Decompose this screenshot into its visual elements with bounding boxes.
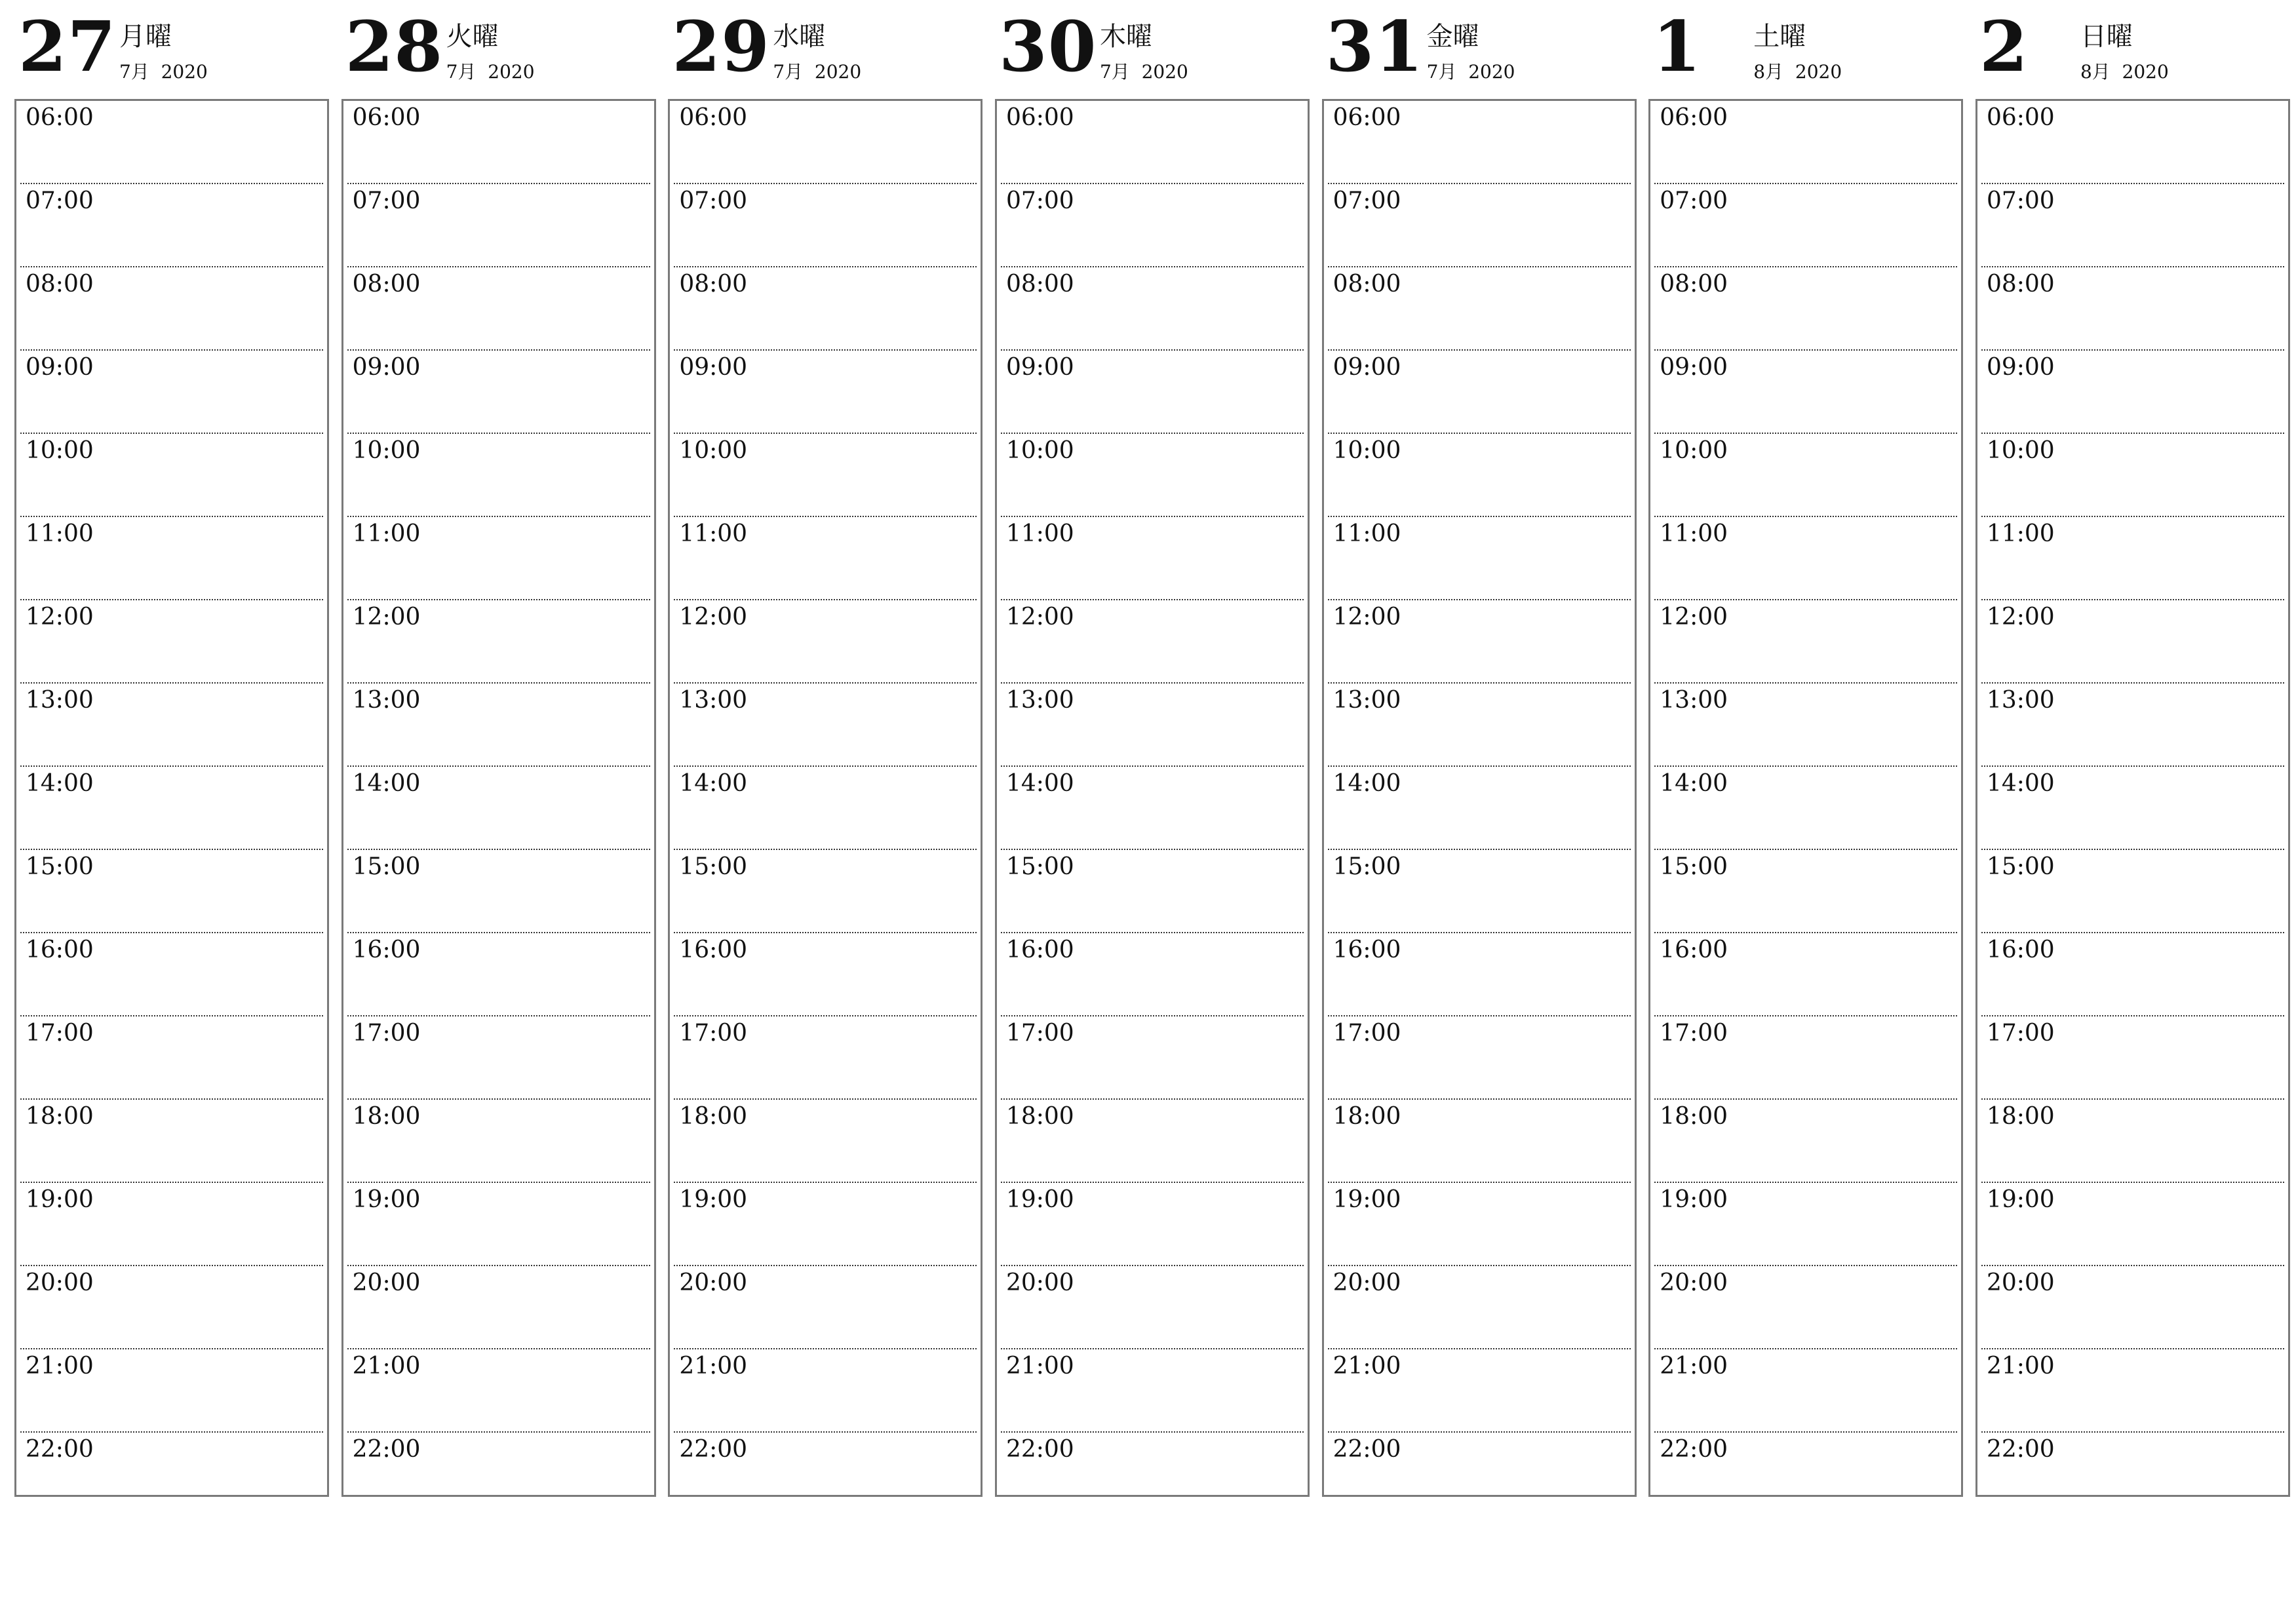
time-slot[interactable] [1654, 850, 1957, 933]
time-slot-label: 15:00 [1333, 853, 1401, 880]
time-slot-label: 12:00 [1986, 604, 2055, 630]
time-slot-label: 06:00 [26, 104, 94, 131]
time-slot[interactable] [1328, 1349, 1631, 1433]
time-slot[interactable] [1001, 933, 1304, 1016]
time-slot[interactable] [674, 850, 977, 933]
time-slot[interactable] [1328, 1016, 1631, 1100]
time-slot-label: 21:00 [1660, 1353, 1728, 1380]
time-slot-label: 16:00 [352, 937, 421, 963]
time-slot[interactable] [1981, 267, 2284, 351]
time-slot[interactable] [347, 1183, 650, 1266]
time-slot[interactable] [1981, 1433, 2284, 1515]
time-slot[interactable] [347, 1266, 650, 1349]
time-slot-label: 10:00 [1333, 437, 1401, 464]
time-slot[interactable] [20, 267, 323, 351]
time-slot-label: 20:00 [1333, 1269, 1401, 1296]
time-slot[interactable] [20, 184, 323, 267]
time-slot-label: 15:00 [679, 853, 748, 880]
time-slot-label: 13:00 [1986, 687, 2055, 714]
time-slot-label: 08:00 [1660, 271, 1728, 298]
time-slot-label: 22:00 [26, 1436, 94, 1463]
time-slot-label: 19:00 [1986, 1186, 2055, 1213]
time-slot-label: 10:00 [1660, 437, 1728, 464]
time-slot[interactable] [20, 1016, 323, 1100]
time-slot[interactable] [1328, 1100, 1631, 1183]
time-slot-label: 06:00 [1986, 104, 2055, 131]
time-slot[interactable] [1001, 1100, 1304, 1183]
time-slot[interactable] [1654, 684, 1957, 767]
time-slot-label: 11:00 [1660, 520, 1728, 547]
time-slot[interactable] [1001, 1183, 1304, 1266]
time-slot-label: 14:00 [679, 770, 748, 797]
time-slot[interactable] [1328, 101, 1631, 184]
weekday-label: 火曜 [446, 22, 499, 52]
time-slot-label: 14:00 [1333, 770, 1401, 797]
time-slot[interactable] [1981, 600, 2284, 684]
time-slot-label: 18:00 [26, 1103, 94, 1130]
time-slot[interactable] [1001, 351, 1304, 434]
time-slot[interactable] [1654, 434, 1957, 517]
time-slot[interactable] [674, 517, 977, 600]
time-slot[interactable] [674, 1266, 977, 1349]
time-slot[interactable] [347, 1433, 650, 1515]
weekday-label: 金曜 [1426, 22, 1479, 52]
time-slot[interactable] [20, 850, 323, 933]
time-slot-label: 11:00 [1333, 520, 1401, 547]
time-slot[interactable] [20, 101, 323, 184]
time-slot-label: 17:00 [1660, 1020, 1728, 1047]
time-slot-label: 17:00 [26, 1020, 94, 1047]
time-slot-label: 16:00 [26, 937, 94, 963]
day-header [341, 0, 655, 98]
day-number: 28 [345, 5, 444, 87]
month-year-label: 7月 2020 [1426, 61, 1515, 83]
time-slot[interactable] [1981, 1349, 2284, 1433]
time-slot[interactable] [1001, 1266, 1304, 1349]
time-slot-label: 18:00 [1660, 1103, 1728, 1130]
time-slot[interactable] [674, 101, 977, 184]
time-slot[interactable] [1654, 933, 1957, 1016]
time-slot[interactable] [1001, 767, 1304, 850]
time-slot-label: 11:00 [679, 520, 748, 547]
time-slot[interactable] [674, 267, 977, 351]
time-slot-label: 09:00 [26, 354, 94, 381]
time-slot[interactable] [1001, 850, 1304, 933]
time-slot[interactable] [347, 1100, 650, 1183]
time-slot-label: 17:00 [679, 1020, 748, 1047]
time-slot-label: 14:00 [1660, 770, 1728, 797]
time-slot-label: 22:00 [352, 1436, 421, 1463]
time-slot-label: 21:00 [1333, 1353, 1401, 1380]
time-slot[interactable] [1981, 434, 2284, 517]
time-slot-label: 21:00 [1005, 1353, 1074, 1380]
day-number: 1 [1652, 5, 1702, 87]
time-slot-list [14, 99, 329, 1497]
time-slot-label: 11:00 [26, 520, 94, 547]
time-slot-label: 06:00 [1333, 104, 1401, 131]
time-slot-label: 10:00 [26, 437, 94, 464]
day-column [995, 0, 1308, 1501]
time-slot[interactable] [1328, 850, 1631, 933]
time-slot[interactable] [1981, 1016, 2284, 1100]
month-year-label: 7月 2020 [446, 61, 535, 83]
day-number: 31 [1325, 5, 1424, 87]
day-column [1322, 0, 1635, 1501]
time-slot-label: 22:00 [1005, 1436, 1074, 1463]
time-slot-label: 21:00 [352, 1353, 421, 1380]
time-slot[interactable] [347, 351, 650, 434]
time-slot-label: 07:00 [1660, 187, 1728, 214]
time-slot[interactable] [347, 434, 650, 517]
time-slot-label: 06:00 [1005, 104, 1074, 131]
day-column [14, 0, 328, 1501]
time-slot[interactable] [1328, 434, 1631, 517]
time-slot-label: 13:00 [1005, 687, 1074, 714]
time-slot-label: 22:00 [679, 1436, 748, 1463]
time-slot[interactable] [1654, 1100, 1957, 1183]
time-slot-label: 20:00 [1986, 1269, 2055, 1296]
time-slot[interactable] [674, 767, 977, 850]
time-slot-label: 15:00 [1986, 853, 2055, 880]
time-slot-label: 20:00 [1660, 1269, 1728, 1296]
time-slot[interactable] [1001, 1016, 1304, 1100]
time-slot[interactable] [674, 351, 977, 434]
time-slot-label: 14:00 [352, 770, 421, 797]
weekday-label: 土曜 [1753, 22, 1806, 52]
time-slot-label: 21:00 [679, 1353, 748, 1380]
time-slot-label: 13:00 [352, 687, 421, 714]
time-slot[interactable] [347, 101, 650, 184]
time-slot-label: 09:00 [352, 354, 421, 381]
time-slot-label: 13:00 [1333, 687, 1401, 714]
time-slot[interactable] [20, 434, 323, 517]
time-slot-list [1648, 99, 1963, 1497]
time-slot[interactable] [347, 267, 650, 351]
time-slot[interactable] [20, 1183, 323, 1266]
time-slot-label: 12:00 [1005, 604, 1074, 630]
time-slot-label: 09:00 [1986, 354, 2055, 381]
time-slot[interactable] [674, 933, 977, 1016]
time-slot[interactable] [674, 434, 977, 517]
time-slot-label: 11:00 [1986, 520, 2055, 547]
time-slot-label: 12:00 [1333, 604, 1401, 630]
day-column [1975, 0, 2289, 1501]
time-slot[interactable] [1001, 600, 1304, 684]
weekday-label: 水曜 [773, 22, 826, 52]
time-slot[interactable] [1001, 1349, 1304, 1433]
time-slot-label: 20:00 [352, 1269, 421, 1296]
time-slot[interactable] [1654, 351, 1957, 434]
time-slot-label: 16:00 [1986, 937, 2055, 963]
time-slot-label: 12:00 [26, 604, 94, 630]
time-slot[interactable] [674, 1016, 977, 1100]
time-slot[interactable] [1654, 1433, 1957, 1515]
time-slot-label: 15:00 [1660, 853, 1728, 880]
time-slot[interactable] [1981, 517, 2284, 600]
time-slot-label: 06:00 [1660, 104, 1728, 131]
time-slot[interactable] [20, 1349, 323, 1433]
time-slot-label: 11:00 [352, 520, 421, 547]
time-slot[interactable] [347, 600, 650, 684]
time-slot-label: 17:00 [1986, 1020, 2055, 1047]
day-number: 2 [1979, 5, 2029, 87]
day-number: 29 [672, 5, 770, 87]
time-slot-label: 19:00 [1005, 1186, 1074, 1213]
time-slot[interactable] [1328, 1433, 1631, 1515]
time-slot[interactable] [20, 767, 323, 850]
time-slot[interactable] [20, 684, 323, 767]
time-slot-list [1975, 99, 2290, 1497]
time-slot-label: 15:00 [1005, 853, 1074, 880]
time-slot-label: 09:00 [1660, 354, 1728, 381]
time-slot-label: 12:00 [679, 604, 748, 630]
weekly-planner [14, 0, 2289, 1501]
month-year-label: 7月 2020 [119, 61, 208, 83]
time-slot[interactable] [347, 850, 650, 933]
time-slot[interactable] [20, 1100, 323, 1183]
time-slot[interactable] [1328, 184, 1631, 267]
time-slot[interactable] [1001, 517, 1304, 600]
time-slot-label: 21:00 [1986, 1353, 2055, 1380]
time-slot-label: 20:00 [679, 1269, 748, 1296]
time-slot-label: 10:00 [352, 437, 421, 464]
time-slot-label: 19:00 [352, 1186, 421, 1213]
time-slot[interactable] [20, 1433, 323, 1515]
time-slot[interactable] [674, 684, 977, 767]
time-slot-label: 15:00 [26, 853, 94, 880]
time-slot[interactable] [1328, 767, 1631, 850]
time-slot-label: 10:00 [1986, 437, 2055, 464]
time-slot-label: 20:00 [1005, 1269, 1074, 1296]
day-number: 27 [18, 5, 117, 87]
time-slot-label: 14:00 [1986, 770, 2055, 797]
time-slot-label: 19:00 [26, 1186, 94, 1213]
time-slot-label: 22:00 [1660, 1436, 1728, 1463]
day-column [341, 0, 655, 1501]
time-slot[interactable] [1001, 684, 1304, 767]
time-slot-label: 17:00 [352, 1020, 421, 1047]
time-slot-list [668, 99, 983, 1497]
month-year-label: 8月 2020 [1753, 61, 1842, 83]
time-slot[interactable] [1328, 933, 1631, 1016]
day-column [668, 0, 981, 1501]
time-slot[interactable] [1981, 1100, 2284, 1183]
time-slot-label: 14:00 [26, 770, 94, 797]
day-header [1648, 0, 1962, 98]
time-slot-label: 09:00 [679, 354, 748, 381]
time-slot[interactable] [1001, 434, 1304, 517]
time-slot[interactable] [674, 1433, 977, 1515]
time-slot[interactable] [1654, 1183, 1957, 1266]
time-slot[interactable] [20, 933, 323, 1016]
time-slot[interactable] [1654, 101, 1957, 184]
time-slot[interactable] [1981, 1183, 2284, 1266]
time-slot[interactable] [1328, 267, 1631, 351]
day-number: 30 [998, 5, 1097, 87]
time-slot-label: 07:00 [679, 187, 748, 214]
time-slot[interactable] [674, 1100, 977, 1183]
time-slot-list [995, 99, 1310, 1497]
time-slot[interactable] [674, 1349, 977, 1433]
day-header [668, 0, 981, 98]
time-slot-label: 10:00 [679, 437, 748, 464]
time-slot-label: 16:00 [1005, 937, 1074, 963]
time-slot[interactable] [1328, 517, 1631, 600]
time-slot[interactable] [1981, 101, 2284, 184]
weekday-label: 日曜 [2080, 22, 2133, 52]
time-slot[interactable] [20, 517, 323, 600]
time-slot-label: 07:00 [1986, 187, 2055, 214]
time-slot-label: 18:00 [1986, 1103, 2055, 1130]
time-slot-label: 18:00 [1005, 1103, 1074, 1130]
time-slot-label: 22:00 [1333, 1436, 1401, 1463]
time-slot[interactable] [1328, 351, 1631, 434]
time-slot-label: 16:00 [1333, 937, 1401, 963]
time-slot-label: 09:00 [1005, 354, 1074, 381]
time-slot-label: 22:00 [1986, 1436, 2055, 1463]
time-slot-label: 08:00 [26, 271, 94, 298]
time-slot[interactable] [1328, 1183, 1631, 1266]
time-slot-label: 21:00 [26, 1353, 94, 1380]
time-slot-label: 14:00 [1005, 770, 1074, 797]
day-header [995, 0, 1308, 98]
time-slot[interactable] [1981, 767, 2284, 850]
time-slot-label: 20:00 [26, 1269, 94, 1296]
month-year-label: 7月 2020 [1099, 61, 1188, 83]
time-slot[interactable] [1981, 850, 2284, 933]
day-header [14, 0, 328, 98]
month-year-label: 8月 2020 [2080, 61, 2169, 83]
time-slot-label: 07:00 [26, 187, 94, 214]
time-slot-label: 08:00 [352, 271, 421, 298]
month-year-label: 7月 2020 [773, 61, 862, 83]
time-slot-label: 08:00 [679, 271, 748, 298]
time-slot-label: 06:00 [679, 104, 748, 131]
time-slot-label: 17:00 [1005, 1020, 1074, 1047]
day-column [1648, 0, 1962, 1501]
time-slot[interactable] [1654, 517, 1957, 600]
time-slot-list [341, 99, 656, 1497]
time-slot[interactable] [1654, 184, 1957, 267]
time-slot[interactable] [1654, 600, 1957, 684]
time-slot-label: 19:00 [679, 1186, 748, 1213]
time-slot[interactable] [20, 1266, 323, 1349]
time-slot-label: 13:00 [1660, 687, 1728, 714]
time-slot[interactable] [347, 933, 650, 1016]
time-slot[interactable] [347, 767, 650, 850]
time-slot-label: 17:00 [1333, 1020, 1401, 1047]
time-slot-label: 15:00 [352, 853, 421, 880]
time-slot-label: 07:00 [352, 187, 421, 214]
time-slot-label: 19:00 [1660, 1186, 1728, 1213]
time-slot-label: 08:00 [1333, 271, 1401, 298]
time-slot-label: 08:00 [1005, 271, 1074, 298]
time-slot[interactable] [347, 184, 650, 267]
time-slot-label: 08:00 [1986, 271, 2055, 298]
time-slot[interactable] [1981, 1266, 2284, 1349]
time-slot[interactable] [20, 600, 323, 684]
weekday-label: 月曜 [119, 22, 172, 52]
time-slot[interactable] [1654, 1266, 1957, 1349]
time-slot-label: 09:00 [1333, 354, 1401, 381]
time-slot[interactable] [1981, 351, 2284, 434]
time-slot[interactable] [674, 184, 977, 267]
time-slot[interactable] [1001, 267, 1304, 351]
time-slot-label: 10:00 [1005, 437, 1074, 464]
time-slot[interactable] [1328, 600, 1631, 684]
time-slot[interactable] [674, 600, 977, 684]
time-slot[interactable] [1001, 184, 1304, 267]
weekday-label: 木曜 [1099, 22, 1152, 52]
time-slot[interactable] [1001, 101, 1304, 184]
day-header [1975, 0, 2289, 98]
time-slot[interactable] [1654, 267, 1957, 351]
time-slot[interactable] [1981, 684, 2284, 767]
time-slot-label: 13:00 [26, 687, 94, 714]
time-slot-label: 06:00 [352, 104, 421, 131]
time-slot[interactable] [1654, 1349, 1957, 1433]
time-slot[interactable] [1001, 1433, 1304, 1515]
time-slot-label: 13:00 [679, 687, 748, 714]
time-slot-label: 12:00 [1660, 604, 1728, 630]
time-slot[interactable] [1328, 684, 1631, 767]
time-slot[interactable] [1981, 184, 2284, 267]
time-slot-label: 16:00 [679, 937, 748, 963]
time-slot[interactable] [347, 1349, 650, 1433]
time-slot[interactable] [1328, 1266, 1631, 1349]
time-slot[interactable] [1981, 933, 2284, 1016]
time-slot-label: 07:00 [1005, 187, 1074, 214]
time-slot-label: 18:00 [679, 1103, 748, 1130]
time-slot-label: 11:00 [1005, 520, 1074, 547]
time-slot[interactable] [1654, 767, 1957, 850]
time-slot-label: 18:00 [1333, 1103, 1401, 1130]
time-slot-label: 12:00 [352, 604, 421, 630]
day-header [1322, 0, 1635, 98]
time-slot[interactable] [1654, 1016, 1957, 1100]
time-slot-label: 18:00 [352, 1103, 421, 1130]
time-slot-label: 16:00 [1660, 937, 1728, 963]
time-slot-label: 07:00 [1333, 187, 1401, 214]
time-slot-list [1322, 99, 1637, 1497]
time-slot[interactable] [347, 684, 650, 767]
time-slot[interactable] [347, 1016, 650, 1100]
time-slot[interactable] [20, 351, 323, 434]
time-slot-label: 19:00 [1333, 1186, 1401, 1213]
time-slot[interactable] [347, 517, 650, 600]
time-slot[interactable] [674, 1183, 977, 1266]
